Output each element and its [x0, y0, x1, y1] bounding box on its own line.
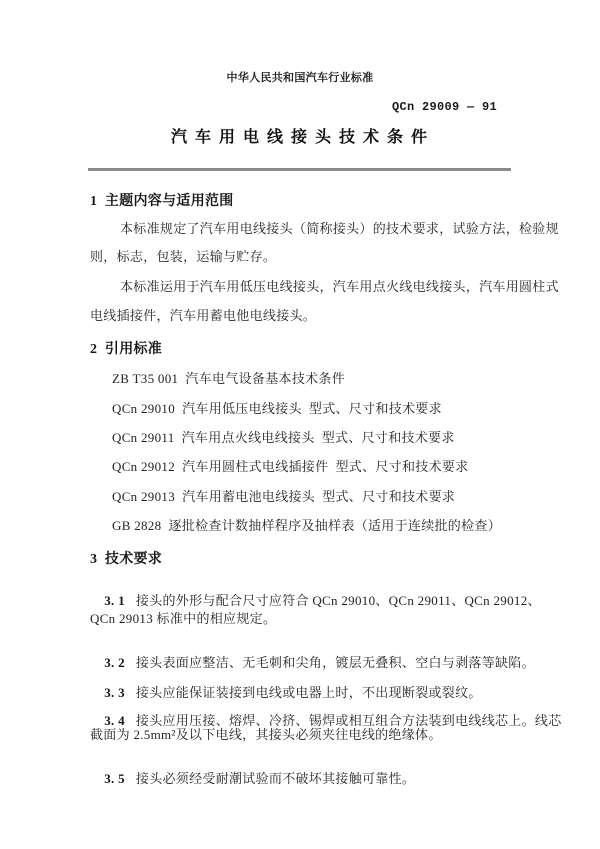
clause-number: 3. 1	[104, 593, 125, 609]
clause-text: 接头必须经受耐潮试验而不破坏其接触可靠性。	[135, 771, 416, 787]
header-divider-rule	[88, 168, 511, 171]
reference-item: QCn 29013 汽车用蓄电池电线接头 型式、尺寸和技术要求	[112, 489, 456, 504]
clause-number: 3. 3	[104, 685, 125, 701]
reference-item: QCn 29011 汽车用点火线电线接头 型式、尺寸和技术要求	[112, 430, 455, 445]
clause-line	[90, 758, 415, 801]
clause-text: 接头应能保证装接到电线或电器上时，不出现断裂或裂纹。	[135, 685, 482, 701]
clause-continuation-line: QCn 29013 标准中的相应规定。	[90, 611, 277, 626]
paragraph-line: 电线插接件，汽车用蓄电他电线接头。	[90, 308, 317, 323]
paragraph-line: 本标准规定了汽车用电线接头（简称接头）的技术要求，试验方法，检验规	[120, 221, 559, 236]
paragraph-line: 本标准运用于汽车用低压电线接头，汽车用点火线电线接头，汽车用圆柱式	[120, 279, 559, 294]
paragraph-line: 则，标志，包装，运输与贮存。	[90, 249, 277, 264]
clause-continuation-line: 截面为 2.5mm²及以下电线，其接头必须夹往电线的绝缘体。	[90, 727, 442, 742]
reference-item: ZB T35 001 汽车电气设备基本技术条件	[112, 371, 346, 386]
standard-organization-title: 中华人民共和国汽车行业标准	[226, 72, 374, 84]
clause-number: 3. 2	[104, 655, 125, 671]
section-3-heading: 3 技术要求	[90, 552, 163, 567]
section-2-heading: 2 引用标准	[90, 342, 163, 357]
clause-text: 接头应用压接、熔焊、冷挤、锡焊或相互组合方法装到电线线芯上。线芯	[135, 713, 562, 729]
clause-number: 3. 4	[104, 713, 125, 729]
reference-item: QCn 29010 汽车用低压电线接头 型式、尺寸和技术要求	[112, 401, 442, 416]
reference-item: GB 2828 逐批检查计数抽样程序及抽样表（适用于连续批的检查）	[112, 518, 502, 533]
reference-item: QCn 29012 汽车用圆柱式电线插接件 型式、尺寸和技术要求	[112, 459, 469, 474]
clause-text: 接头表面应整洁、无毛刺和尖角，镀层无叠积、空白与剥落等缺陷。	[135, 655, 535, 671]
document-title: 汽 车 用 电 线 接 头 技 术 条 件	[170, 129, 429, 146]
section-1-heading: 1 主题内容与适用范围	[90, 194, 234, 209]
clause-number: 3. 5	[104, 771, 125, 787]
standard-number: QCn 29009 — 91	[391, 100, 497, 114]
clause-text: 接头的外形与配合尺寸应符合 QCn 29010、QCn 29011、QCn 29012、	[135, 593, 541, 609]
